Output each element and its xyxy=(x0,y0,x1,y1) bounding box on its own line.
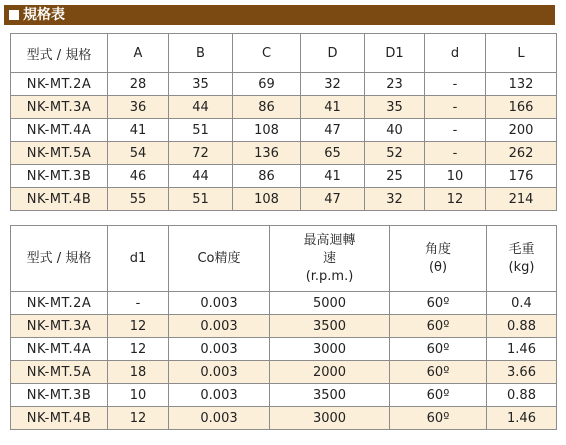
header-weight: 毛重 (kg) xyxy=(487,226,557,292)
cell-max-speed: 5000 xyxy=(270,292,390,315)
cell-d1: 12 xyxy=(108,407,169,430)
cell-c: 69 xyxy=(233,73,301,96)
cell-b: 72 xyxy=(169,142,233,165)
performance-table xyxy=(10,225,557,430)
table-row xyxy=(11,96,557,119)
table-row xyxy=(11,384,557,407)
table-row xyxy=(11,165,557,188)
cell-b: 44 xyxy=(169,165,233,188)
cell-weight: 0.88 xyxy=(487,315,557,338)
cell-angle: 60º xyxy=(390,315,487,338)
cell-precision: 0.003 xyxy=(169,407,270,430)
cell-c: 136 xyxy=(233,142,301,165)
cell-l: 132 xyxy=(486,73,557,96)
cell-precision: 0.003 xyxy=(169,338,270,361)
cell-d1: - xyxy=(108,292,169,315)
cell-model: NK-MT.4B xyxy=(11,188,108,211)
cell-model: NK-MT.3A xyxy=(11,96,108,119)
cell-precision: 0.003 xyxy=(169,315,270,338)
cell-max-speed: 3000 xyxy=(270,407,390,430)
section-title: 規格表 xyxy=(23,7,65,23)
cell-d1: 12 xyxy=(108,338,169,361)
cell-d-small: - xyxy=(425,119,486,142)
table-header-row xyxy=(11,34,557,73)
cell-weight: 0.4 xyxy=(487,292,557,315)
table-row xyxy=(11,315,557,338)
cell-d: 41 xyxy=(301,165,365,188)
header-b: B xyxy=(169,34,233,73)
cell-max-speed: 3500 xyxy=(270,384,390,407)
cell-model: NK-MT.5A xyxy=(11,361,108,384)
cell-precision: 0.003 xyxy=(169,292,270,315)
cell-a: 28 xyxy=(108,73,169,96)
cell-a: 41 xyxy=(108,119,169,142)
cell-d: 65 xyxy=(301,142,365,165)
cell-precision: 0.003 xyxy=(169,361,270,384)
cell-max-speed: 2000 xyxy=(270,361,390,384)
cell-model: NK-MT.4A xyxy=(11,119,108,142)
cell-d1: 23 xyxy=(365,73,425,96)
cell-a: 55 xyxy=(108,188,169,211)
cell-precision: 0.003 xyxy=(169,384,270,407)
cell-c: 108 xyxy=(233,119,301,142)
cell-a: 36 xyxy=(108,96,169,119)
cell-d-small: - xyxy=(425,142,486,165)
table-row xyxy=(11,142,557,165)
table-row xyxy=(11,361,557,384)
cell-max-speed: 3500 xyxy=(270,315,390,338)
cell-b: 51 xyxy=(169,188,233,211)
cell-c: 108 xyxy=(233,188,301,211)
cell-c: 86 xyxy=(233,96,301,119)
header-model: 型式 / 規格 xyxy=(11,226,108,292)
cell-d-small: - xyxy=(425,73,486,96)
cell-model: NK-MT.4B xyxy=(11,407,108,430)
cell-angle: 60º xyxy=(390,407,487,430)
header-precision: Co精度 xyxy=(169,226,270,292)
cell-model: NK-MT.3B xyxy=(11,384,108,407)
cell-a: 54 xyxy=(108,142,169,165)
cell-l: 166 xyxy=(486,96,557,119)
cell-weight: 1.46 xyxy=(487,338,557,361)
cell-weight: 1.46 xyxy=(487,407,557,430)
table-row xyxy=(11,407,557,430)
table-header-row xyxy=(11,226,557,292)
cell-b: 35 xyxy=(169,73,233,96)
table-row xyxy=(11,119,557,142)
cell-d1: 32 xyxy=(365,188,425,211)
square-bullet-icon xyxy=(9,10,19,20)
cell-b: 44 xyxy=(169,96,233,119)
cell-max-speed: 3000 xyxy=(270,338,390,361)
cell-d1: 35 xyxy=(365,96,425,119)
cell-model: NK-MT.3A xyxy=(11,315,108,338)
cell-d: 47 xyxy=(301,188,365,211)
cell-d1: 25 xyxy=(365,165,425,188)
header-l: L xyxy=(486,34,557,73)
header-max-speed: 最高迴轉 速 (r.p.m.) xyxy=(270,226,390,292)
cell-d-small: 10 xyxy=(425,165,486,188)
cell-d: 47 xyxy=(301,119,365,142)
header-c: C xyxy=(233,34,301,73)
cell-l: 214 xyxy=(486,188,557,211)
header-d: D xyxy=(301,34,365,73)
cell-model: NK-MT.3B xyxy=(11,165,108,188)
cell-d1: 18 xyxy=(108,361,169,384)
cell-l: 176 xyxy=(486,165,557,188)
cell-d: 32 xyxy=(301,73,365,96)
cell-d-small: 12 xyxy=(425,188,486,211)
cell-angle: 60º xyxy=(390,361,487,384)
cell-d1: 52 xyxy=(365,142,425,165)
cell-b: 51 xyxy=(169,119,233,142)
cell-d1: 10 xyxy=(108,384,169,407)
cell-d: 41 xyxy=(301,96,365,119)
cell-l: 262 xyxy=(486,142,557,165)
cell-d1: 12 xyxy=(108,315,169,338)
cell-angle: 60º xyxy=(390,338,487,361)
header-d-small: d xyxy=(425,34,486,73)
table-row xyxy=(11,338,557,361)
section-title-bar xyxy=(4,5,555,25)
cell-angle: 60º xyxy=(390,292,487,315)
table-row xyxy=(11,188,557,211)
cell-a: 46 xyxy=(108,165,169,188)
header-d1: D1 xyxy=(365,34,425,73)
cell-model: NK-MT.4A xyxy=(11,338,108,361)
cell-c: 86 xyxy=(233,165,301,188)
table-row xyxy=(11,73,557,96)
cell-model: NK-MT.2A xyxy=(11,73,108,96)
header-model: 型式 / 規格 xyxy=(11,34,108,73)
cell-model: NK-MT.5A xyxy=(11,142,108,165)
dimensions-table xyxy=(10,33,557,211)
table-row xyxy=(11,292,557,315)
cell-angle: 60º xyxy=(390,384,487,407)
header-d1: d1 xyxy=(108,226,169,292)
header-a: A xyxy=(108,34,169,73)
header-angle: 角度 (θ) xyxy=(390,226,487,292)
cell-model: NK-MT.2A xyxy=(11,292,108,315)
cell-weight: 3.66 xyxy=(487,361,557,384)
cell-l: 200 xyxy=(486,119,557,142)
cell-weight: 0.88 xyxy=(487,384,557,407)
cell-d1: 40 xyxy=(365,119,425,142)
cell-d-small: - xyxy=(425,96,486,119)
